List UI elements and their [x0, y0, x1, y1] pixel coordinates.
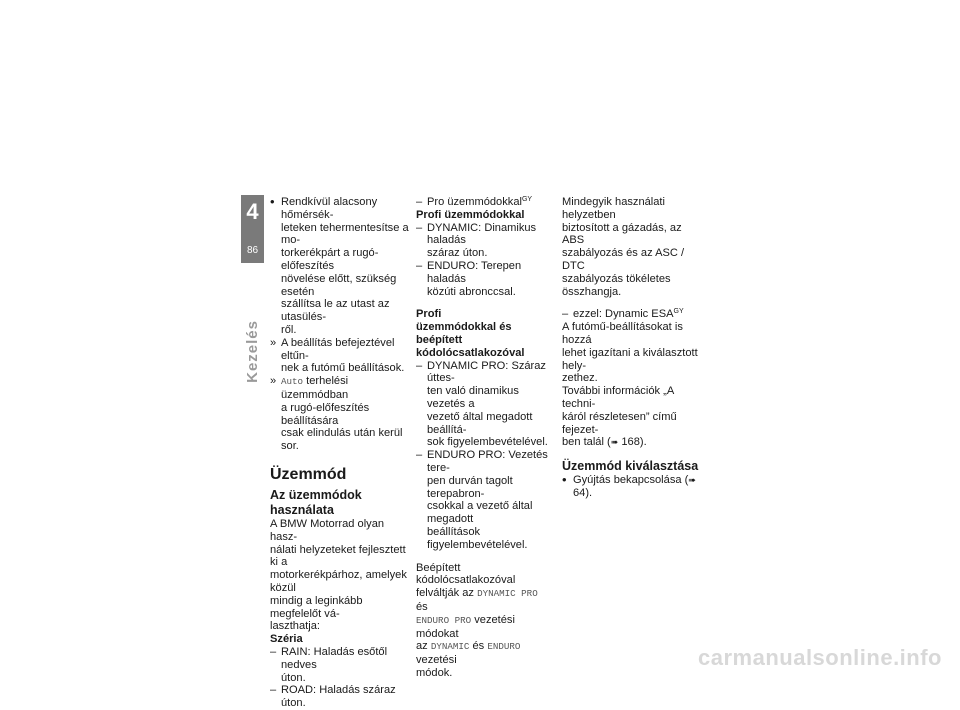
column-2 — [416, 196, 552, 680]
bullet-mark: • — [270, 194, 275, 209]
column-1 — [270, 196, 410, 710]
page-reference-arrow-icon: ➠ — [610, 437, 619, 448]
dash-mark: – — [270, 645, 277, 658]
bullet-item — [270, 196, 410, 337]
text-line: Mindegyik használati helyzetben — [562, 196, 665, 221]
text-line: csak elindulás után kerül sor. — [281, 427, 403, 453]
text-line: közúti abronccsal. — [427, 285, 516, 298]
text-line: leteken tehermentesítse a mo- — [281, 221, 409, 247]
text-line: mindig a leginkább megfelelőt vá- — [270, 594, 363, 620]
section-heading: Üzemmód — [270, 465, 347, 483]
paragraph — [416, 562, 552, 680]
text-line: beállítások figyelembevételével. — [427, 525, 528, 551]
text-line: nálati helyzeteket fejlesztett ki a — [270, 543, 406, 569]
text-line: motorkerékpárhoz, amelyek közül — [270, 569, 407, 594]
dash-mark: – — [416, 196, 423, 208]
text-line: lehet igazítani a kiválasztott hely- — [562, 346, 698, 372]
group-heading — [416, 308, 552, 359]
text-line: További információk „A techni- — [562, 385, 674, 410]
text-line: pen durván tagolt terepabron- — [427, 474, 513, 500]
dash-mark: – — [416, 259, 423, 272]
page-number: 86 — [246, 245, 259, 256]
page-reference[interactable]: 64 — [573, 486, 586, 499]
dash-mark: – — [270, 684, 277, 697]
group-heading: Széria — [270, 633, 303, 646]
text-line: úton. — [281, 671, 306, 684]
dash-item — [416, 260, 552, 298]
dash-item — [416, 196, 552, 209]
watermark: carmanualsonline.info — [698, 645, 942, 670]
text-line: DYNAMIC PRO: Száraz úttes- — [427, 359, 546, 385]
text-line: terhelési üzemmódban — [281, 375, 349, 401]
text-line: biztosított a gázadás, az ABS — [562, 221, 682, 247]
text-line: ENDURO: Terepen haladás — [427, 259, 522, 285]
text-line: csokkal a vezető által megadott — [427, 500, 533, 526]
text-line: szabályozás és az ASC / DTC — [562, 247, 685, 272]
chapter-number: 4 — [246, 199, 259, 224]
bullet-item — [562, 474, 704, 500]
result-item — [270, 337, 410, 375]
text-fragment: vezetési — [416, 654, 457, 667]
text-fragment: felváltják az — [416, 587, 474, 600]
text-line: Profi — [416, 308, 442, 321]
text-line: szállítsa le az utast az utasülés- — [281, 298, 390, 324]
text-line: RAIN: Haladás esőtől nedves — [281, 645, 388, 671]
text-fragment: az — [416, 640, 428, 653]
dash-item — [416, 449, 552, 551]
text-line: Beépített kódolócsatlakozóval — [416, 561, 516, 587]
text-line: sok figyelembevételével. — [427, 436, 548, 449]
result-item — [270, 375, 410, 453]
text-line: Pro üzemmódokkal — [427, 196, 522, 208]
text-line: DYNAMIC: Dinamikus haladás — [427, 221, 537, 247]
text-line: A BMW Motorrad olyan hasz- — [270, 517, 385, 543]
text-line: szabályozás tökéletes összhangja. — [562, 272, 671, 298]
equipment-superscript: GY — [673, 308, 684, 316]
dash-item — [416, 360, 552, 450]
text-line: ten való dinamikus vezetés a — [427, 385, 519, 410]
page-reference-arrow-icon: ➠ — [688, 475, 696, 486]
dash-mark: – — [416, 221, 423, 234]
text-fragment: ben talál ( — [562, 436, 611, 449]
bullet-mark: • — [562, 472, 567, 488]
dash-mark: – — [416, 359, 423, 372]
text-line: ROAD: Haladás száraz úton. — [281, 684, 396, 710]
text-line: zethez. — [562, 372, 598, 385]
dash-mark: – — [562, 308, 569, 321]
text-line: A futómű-beállításokat is hozzá — [562, 321, 683, 346]
text-line: laszthatja: — [270, 620, 320, 633]
paragraph — [562, 321, 704, 449]
text-line: üzemmódokkal és beépített — [416, 321, 512, 346]
display-text: DYNAMIC — [430, 641, 470, 653]
spacer — [416, 298, 552, 308]
spacer — [562, 298, 704, 308]
text-fragment: vezetési módokat — [416, 613, 515, 640]
text-line: A beállítás befejeztével eltűn- — [281, 336, 395, 362]
dash-item — [562, 308, 704, 321]
text-fragment: Gyújtás bekapcsolása ( — [573, 474, 689, 487]
text-fragment: és — [472, 640, 485, 653]
chapter-tab — [241, 195, 264, 263]
text-fragment: módok. — [416, 666, 453, 679]
text-fragment: és — [416, 600, 428, 613]
text-fragment: ). — [639, 436, 647, 449]
paragraph — [270, 518, 410, 633]
column-3 — [562, 196, 704, 500]
text-fragment: ). — [585, 486, 593, 499]
dash-item — [270, 684, 410, 710]
text-line: növelése előtt, szükség esetén — [281, 272, 397, 298]
page-reference[interactable]: 168 — [621, 436, 640, 449]
dash-item — [416, 222, 552, 260]
text-line: vezető által megadott beállítá- — [427, 410, 533, 436]
subsection-heading: Üzemmód kiválasztása — [562, 459, 699, 474]
text-line: ENDURO PRO: Vezetés tere- — [427, 449, 548, 474]
text-line: torkerékpárt a rugó-előfeszítés — [281, 247, 379, 272]
subsection-heading: Az üzemmódok használata — [270, 487, 362, 517]
text-line: ről. — [281, 323, 297, 336]
result-mark: » — [270, 375, 277, 388]
text-line: száraz úton. — [427, 247, 488, 260]
text-line: kódolócsatlakozóval — [416, 346, 525, 359]
display-text: DYNAMIC PRO — [477, 588, 538, 600]
chapter-side-label: Kezelés — [244, 320, 261, 383]
paragraph — [562, 196, 704, 298]
display-text-auto: Auto — [281, 376, 304, 388]
text-line: nek a futómű beállítások. — [281, 362, 405, 375]
text-line: káról részletesen” című fejezet- — [562, 410, 677, 436]
text-line: a rugó-előfeszítés beállítására — [281, 401, 370, 427]
group-heading: Profi üzemmódokkal — [416, 208, 525, 221]
equipment-superscript: GY — [521, 196, 533, 203]
display-text: ENDURO PRO — [416, 614, 472, 626]
text-line: ezzel: Dynamic ESA — [573, 308, 674, 321]
text-line: Rendkívül alacsony hőmérsék- — [281, 196, 378, 221]
result-mark: » — [270, 336, 277, 349]
spacer — [416, 552, 552, 562]
display-text: ENDURO — [487, 641, 521, 653]
dash-mark: – — [416, 449, 423, 462]
